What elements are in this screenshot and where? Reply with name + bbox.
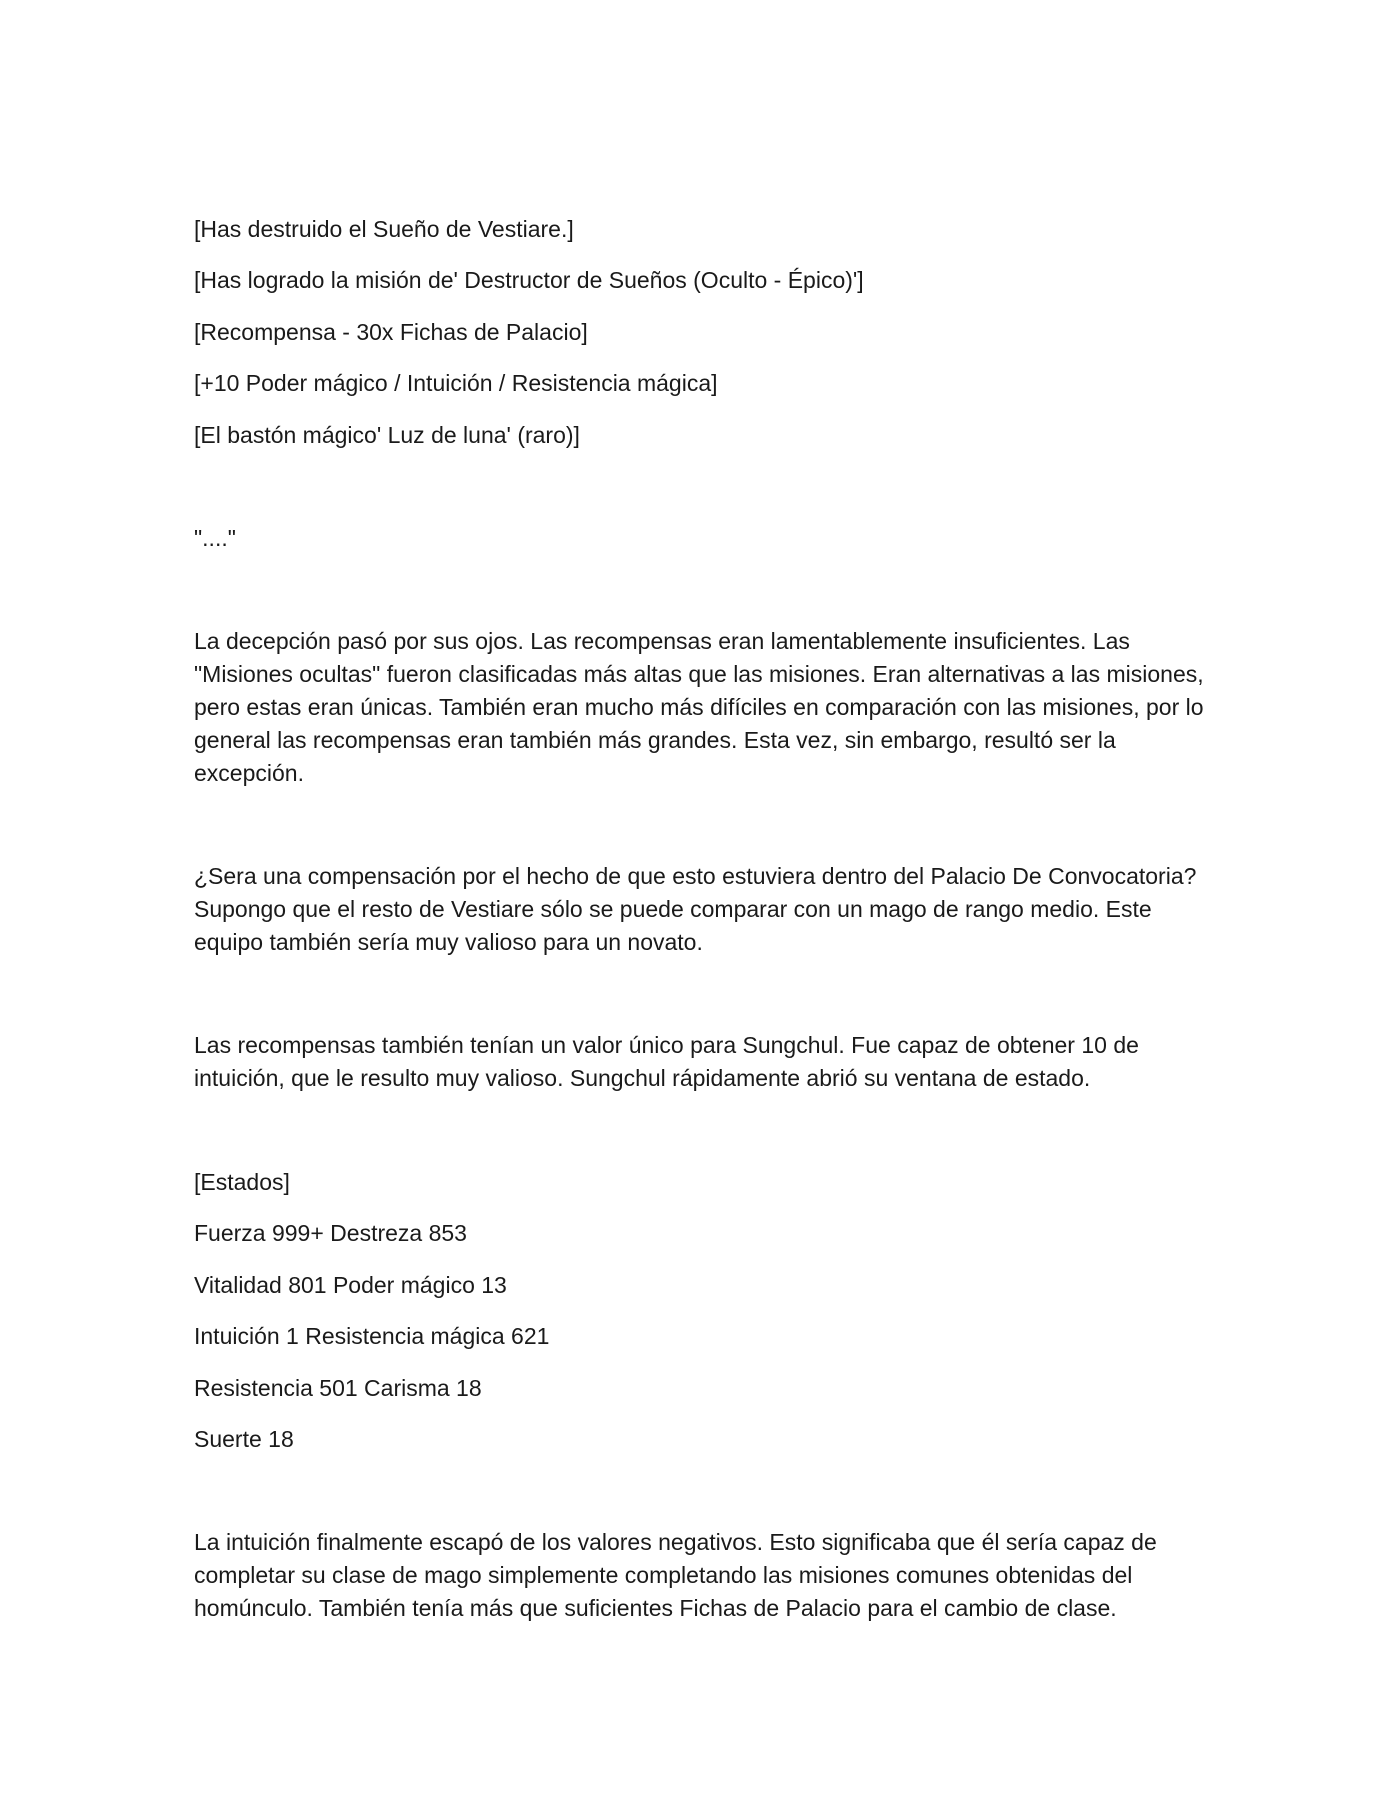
notification-reward-stats: [+10 Poder mágico / Intuición / Resistencia mágica] <box>194 370 718 396</box>
notification-reward-tokens: [Recompensa - 30x Fichas de Palacio] <box>194 319 588 345</box>
stats-line: Resistencia 501 Carisma 18 <box>194 1375 482 1401</box>
ellipsis-dialogue: "...." <box>194 525 236 551</box>
paragraph-unique-value: Las recompensas también tenían un valor único para Sungchul. Fue capaz de obtener 10 de intuición, que le resulto muy valioso. Sungchul rápidamente abrió su ventana de estado. <box>194 1032 1139 1091</box>
paragraph-closing: La intuición finalmente escapó de los valores negativos. Esto significaba que él sería capaz de completar su clase de mago simplemente completando las misiones comunes obtenidas del homúnculo. También tenía más que suficientes Fichas de Palacio para el cambio de clase. <box>194 1529 1157 1621</box>
notification-dream-destroyed: [Has destruido el Sueño de Vestiare.] <box>194 216 574 242</box>
notification-reward-staff: [El bastón mágico' Luz de luna' (raro)] <box>194 422 580 448</box>
stats-line: Vitalidad 801 Poder mágico 13 <box>194 1272 507 1298</box>
stats-line: Intuición 1 Resistencia mágica 621 <box>194 1323 550 1349</box>
paragraph-compensation: ¿Sera una compensación por el hecho de que esto estuviera dentro del Palacio De Convocatoria? Supongo que el resto de Vestiare sólo se puede comparar con un mago de rango medio. Este equipo también sería muy valioso para un novato. <box>194 863 1197 955</box>
stats-line: Fuerza 999+ Destreza 853 <box>194 1220 467 1246</box>
stats-line: Suerte 18 <box>194 1426 294 1452</box>
stats-title: [Estados] <box>194 1169 290 1195</box>
paragraph-disappointment: La decepción pasó por sus ojos. Las recompensas eran lamentablemente insuficientes. Las "Misiones ocultas" fueron clasificadas más altas que las misiones. Eran alternativas a las misiones, pero estas eran únicas. También eran mucho más difíciles en comparación con las misiones, por lo general las recompensas eran también más grandes. Esta vez, sin embargo, resultó ser la excepción. <box>194 628 1204 786</box>
notification-quest-completed: [Has logrado la misión de' Destructor de Sueños (Oculto - Épico)'] <box>194 267 864 293</box>
